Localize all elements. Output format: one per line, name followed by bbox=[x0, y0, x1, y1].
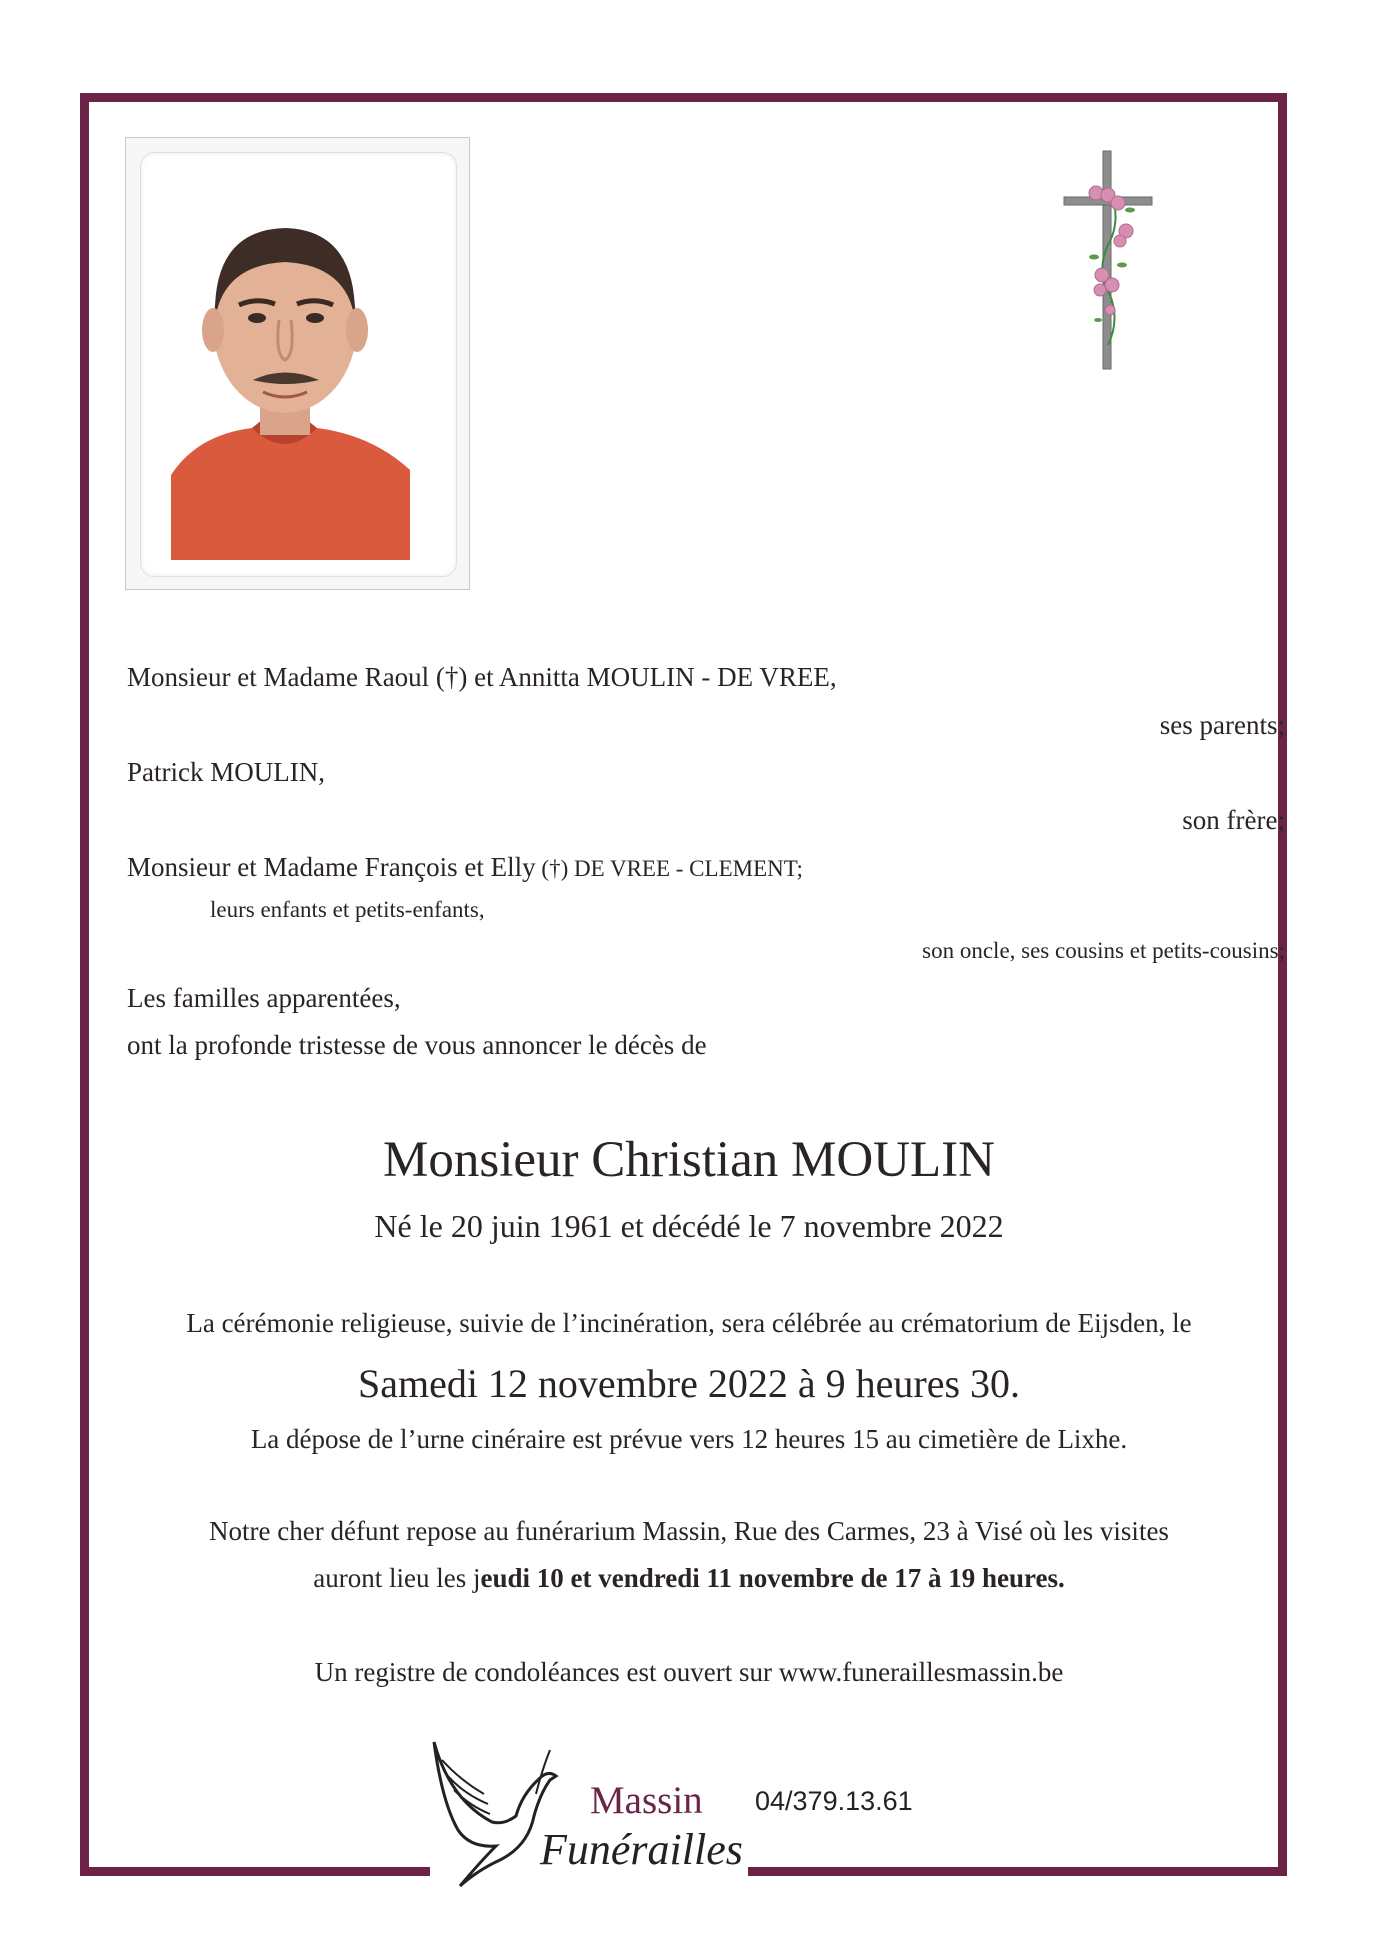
announce-line: ont la profonde tristesse de vous annoncer le décès de bbox=[127, 1030, 707, 1060]
logo-funerailles-text: Funérailles bbox=[540, 1825, 743, 1874]
massin-logo bbox=[430, 1720, 748, 1895]
deceased-name: Monsieur Christian MOULIN bbox=[383, 1132, 995, 1188]
parents-line: Monsieur et Madame Raoul (†) et Annitta MOULIN - DE VREE, bbox=[127, 662, 837, 692]
cross-with-flowers-icon bbox=[1050, 145, 1165, 375]
uncle-line-main: Monsieur et Madame François et Elly bbox=[127, 852, 536, 882]
portrait-photo bbox=[157, 170, 410, 560]
ceremony-datetime: Samedi 12 novembre 2022 à 9 heures 30. bbox=[357, 1361, 1021, 1406]
deceased-dates: Né le 20 juin 1961 et décédé le 7 novembre 2022 bbox=[374, 1208, 1004, 1244]
phone-number: 04/379.13.61 bbox=[755, 1786, 913, 1816]
uncle-line-small: (†) DE VREE - CLEMENT; bbox=[535, 856, 803, 881]
portrait-frame bbox=[125, 137, 470, 590]
families-line: Les familles apparentées, bbox=[127, 983, 401, 1013]
brother-line: Patrick MOULIN, bbox=[127, 757, 325, 787]
ceremony-intro: La cérémonie religieuse, suivie de l’incinération, sera célébrée au crématorium de Eijsden, le bbox=[186, 1308, 1192, 1338]
urn-line: La dépose de l’urne cinéraire est prévue vers 12 heures 15 au cimetière de Lixhe. bbox=[250, 1424, 1128, 1454]
visits-dates: eudi 10 et vendredi 11 novembre de 17 à 19 heures. bbox=[480, 1563, 1065, 1593]
register-line: Un registre de condoléances est ouvert sur www.funeraillesmassin.be bbox=[314, 1657, 1064, 1687]
logo-massin-text: Massin bbox=[590, 1779, 703, 1822]
uncle-role: son oncle, ses cousins et petits-cousins; bbox=[922, 938, 1285, 963]
parents-role: ses parents; bbox=[1159, 710, 1285, 740]
brother-role: son frère; bbox=[1182, 805, 1285, 835]
visits-line-2 bbox=[100, 1561, 1278, 1595]
visits-line-1: Notre cher défunt repose au funérarium Massin, Rue des Carmes, 23 à Visé où les visites bbox=[209, 1516, 1169, 1546]
visits-prefix: auront lieu les j bbox=[313, 1563, 481, 1593]
uncle-children-line: leurs enfants et petits-enfants, bbox=[210, 897, 485, 922]
uncle-line bbox=[127, 850, 803, 886]
